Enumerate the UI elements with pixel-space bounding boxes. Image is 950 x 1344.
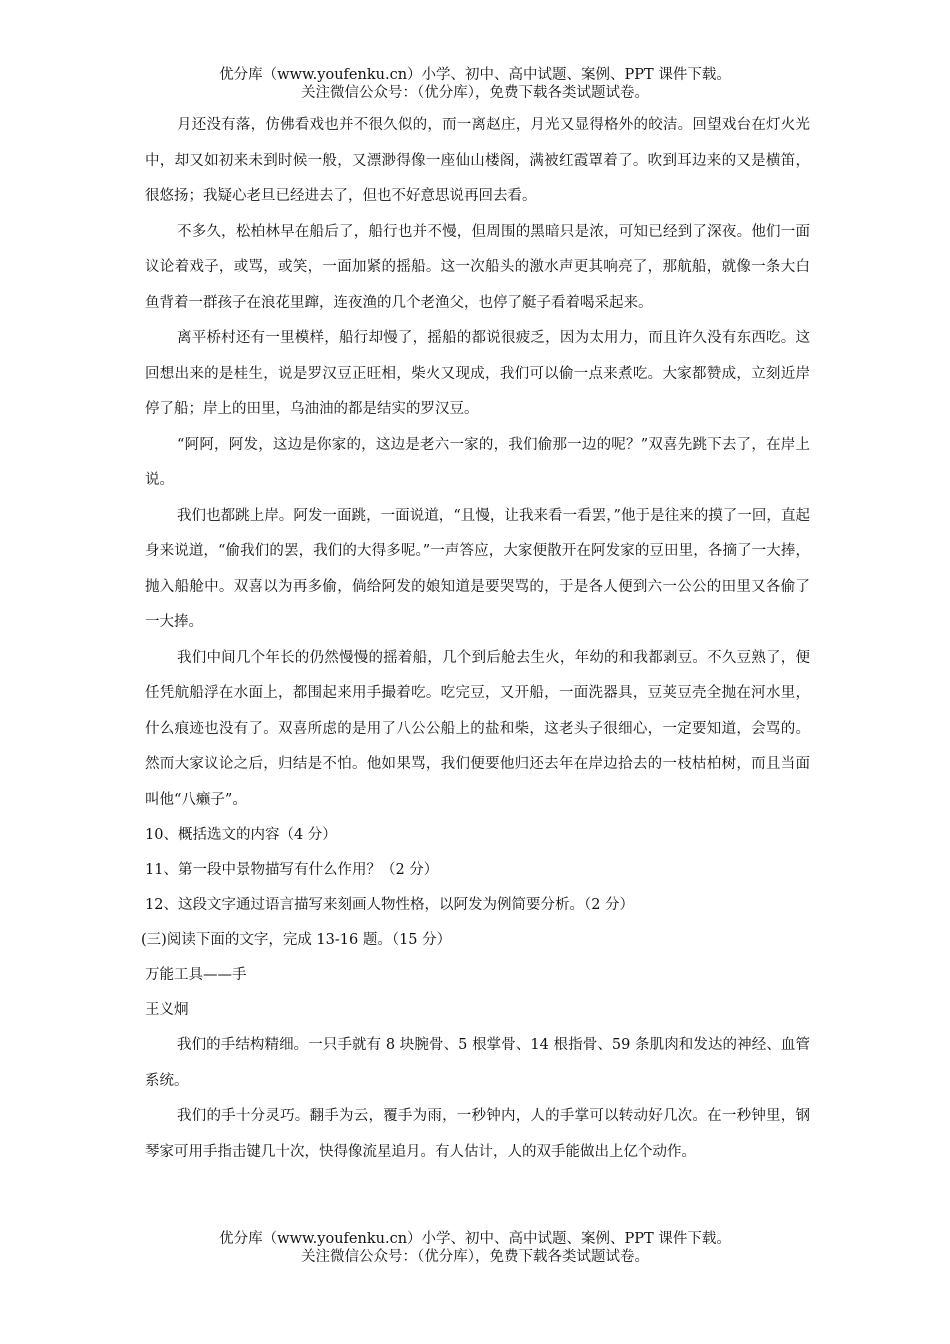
header-line-1: 优分库（www.youfenku.cn）小学、初中、高中试题、案例、PPT 课件下载。 [219,67,731,83]
question-12: 12、这段文字通过语言描写来刻画人物性格，以阿发为例简要分析。（2 分） [145,897,635,913]
story-paragraph-4: “阿阿，阿发，这边是你家的，这边是老六一家的，我们偷那一边的呢？”双喜先跳下去了，在岸上说。 [145,436,810,488]
question-10: 10、概括选文的内容（4 分） [145,827,337,843]
footer-line-2: 关注微信公众号：（优分库），免费下载各类试题试卷。 [301,1249,649,1265]
footer-line-1: 优分库（www.youfenku.cn）小学、初中、高中试题、案例、PPT 课件下载。 [219,1231,731,1247]
story-paragraph-5: 我们也都跳上岸。阿发一面跳，一面说道，“且慢，让我来看一看罢，”他于是往来的摸了一回，直起身来说道，“偷我们的罢，我们的大得多呢。”一声答应，大家便散开在阿发家的豆田里，各摘了一大捧，抛入船舱中。双喜以为再多偷，倘给阿发的娘知道是要哭骂的，于是各人便到六一公公的田里又各偷了一大捧。 [145,507,810,630]
story-paragraph-2: 不多久，松柏林早在船后了，船行也并不慢，但周围的黑暗只是浓，可知已经到了深夜。他们一面议论着戏子，或骂，或笑，一面加紧的摇船。这一次船头的激水声更其响亮了，那航船，就像一条大白鱼背着一群孩子在浪花里蹿，连夜渔的几个老渔父，也停了艇子看着喝采起来。 [145,223,810,311]
page-header [0,66,950,102]
story-paragraph-6: 我们中间几个年长的仍然慢慢的摇着船，几个到后舱去生火，年幼的和我都剥豆。不久豆熟了，便任凭航船浮在水面上，都围起来用手撮着吃。吃完豆，又开船，一面洗器具，豆荚豆壳全抛在河水里，什么痕迹也没有了。双喜所虑的是用了八公公船上的盐和柴，这老头子很细心，一定要知道，会骂的。然而大家议论之后，归结是不怕。他如果骂，我们便要他归还去年在岸边拾去的一枝枯柏树，而且当面叫他“八癞子”。 [145,649,810,808]
story-paragraph-1: 月还没有落，仿佛看戏也并不很久似的，而一离赵庄，月光又显得格外的皎洁。回望戏台在灯火光中，却又如初来未到时候一般，又漂渺得像一座仙山楼阁，满被红霞罩着了。吹到耳边来的又是横笛，很悠扬；我疑心老旦已经进去了，但也不好意思说再回去看。 [145,117,810,204]
article-author: 王义炯 [145,1002,189,1018]
article-title: 万能工具——手 [145,967,247,983]
story-paragraph-3: 离平桥村还有一里模样，船行却慢了，摇船的都说很疲乏，因为太用力，而且许久没有东西吃。这回想出来的是桂生，说是罗汉豆正旺相，柴火又现成，我们可以偷一点来煮吃。大家都赞成，立刻近岸停了船；岸上的田里，乌油油的都是结实的罗汉豆。 [145,330,810,417]
article-paragraph-1: 我们的手结构精细。一只手就有 8 块腕骨、5 根掌骨、14 根指骨、59 条肌肉和发达的神经、血管系统。 [145,1037,810,1089]
article-paragraph-2: 我们的手十分灵巧。翻手为云，覆手为雨，一秒钟内，人的手掌可以转动好几次。在一秒钟里，钢琴家可用手指击键几十次，快得像流星追月。有人估计，人的双手能做出上亿个动作。 [145,1108,810,1160]
page-footer [0,1230,950,1266]
question-11: 11、第一段中景物描写有什么作用？（2 分） [145,862,439,878]
header-line-2: 关注微信公众号：（优分库），免费下载各类试题试卷。 [301,85,649,101]
section-3-heading: (三)阅读下面的文字，完成 13-16 题。（15 分） [141,932,452,948]
document-body [141,108,810,1170]
